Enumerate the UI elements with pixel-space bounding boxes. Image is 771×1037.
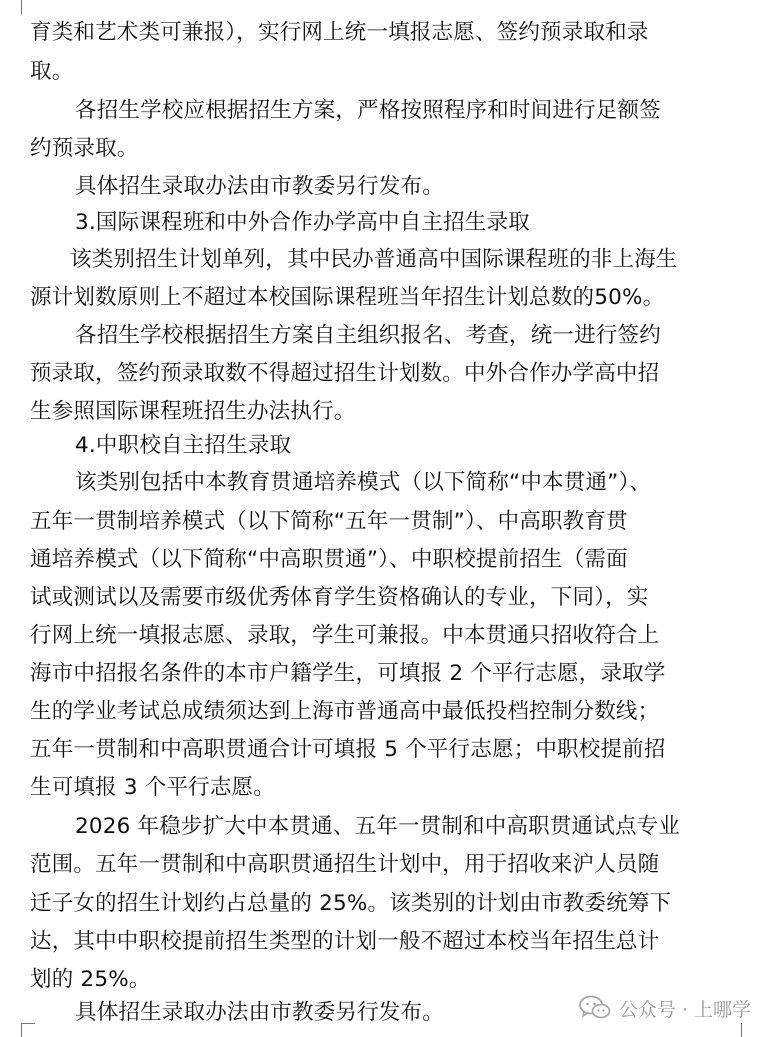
text-line: 海市中招报名条件的本市户籍学生，可填报 2 个平行志愿，录取学 (30, 661, 666, 686)
crop-mark-bottom-left-v (21, 1023, 22, 1037)
text-line: 育类和艺术类可兼报），实行网上统一填报志愿、签约预录取和录 (30, 20, 649, 45)
text-line: 通培养模式（以下简称“中高职贯通”）、中职校提前招生（需面 (30, 547, 628, 572)
text-line: 范围。五年一贯制和中高职贯通招生计划中，用于招收来沪人员随 (30, 852, 660, 877)
text-line: 达，其中中职校提前招生类型的计划一般不超过本校当年招生总计 (30, 929, 660, 954)
text-line: 该类别包括中本教育贯通培养模式（以下简称“中本贯通”）、 (75, 470, 652, 495)
watermark (579, 991, 751, 1025)
text-line: 预录取，签约预录取数不得超过招生计划数。中外合作办学高中招 (30, 361, 660, 386)
text-line: 取。 (30, 59, 74, 84)
text-line: 行网上统一填报志愿、录取，学生可兼报。中本贯通只招收符合上 (30, 623, 660, 648)
text-line: 划的 25%。 (30, 967, 151, 992)
section-heading: 4.中职校自主招生录取 (75, 433, 292, 458)
crop-mark-bottom-right (741, 1023, 742, 1037)
text-line: 五年一贯制培养模式（以下简称“五年一贯制”）、中高职教育贯 (30, 509, 628, 534)
wechat-icon (579, 995, 611, 1021)
text-line: 源计划数原则上不超过本校国际课程班当年招生计划总数的50%。 (30, 285, 665, 310)
text-line: 生的学业考试总成绩须达到上海市普通高中最低投档控制分数线； (30, 699, 660, 724)
section-heading: 3.国际课程班和中外合作办学高中自主招生录取 (75, 210, 530, 235)
text-line: 约预录取。 (30, 136, 139, 161)
watermark-text: 公众号 · 上哪学 (618, 998, 751, 1021)
text-line: 该类别招生计划单列，其中民办普通高中国际课程班的非上海生 (70, 247, 678, 272)
text-line: 试或测试以及需要市级优秀体育学生资格确认的专业，下同），实 (30, 585, 649, 610)
text-line: 各招生学校应根据招生方案，严格按照程序和时间进行足额签 (75, 98, 661, 123)
text-line: 具体招生录取办法由市教委另行发布。 (75, 174, 444, 199)
crop-mark-top-left (21, 0, 22, 14)
text-line: 生可填报 3 个平行志愿。 (30, 775, 275, 800)
text-line: 五年一贯制和中高职贯通合计可填报 5 个平行志愿；中职校提前招 (30, 737, 666, 762)
crop-mark-bottom-left-h (21, 1023, 35, 1024)
text-line: 各招生学校根据招生方案自主组织报名、考查，统一进行签约 (75, 323, 661, 348)
text-line: 2026 年稳步扩大中本贯通、五年一贯制和中高职贯通试点专业 (75, 814, 681, 839)
text-line: 生参照国际课程班招生办法执行。 (30, 399, 356, 424)
text-line: 具体招生录取办法由市教委另行发布。 (75, 1000, 444, 1025)
text-line: 迁子女的招生计划约占总量的 25%。该类别的计划由市教委统筹下 (30, 891, 672, 916)
